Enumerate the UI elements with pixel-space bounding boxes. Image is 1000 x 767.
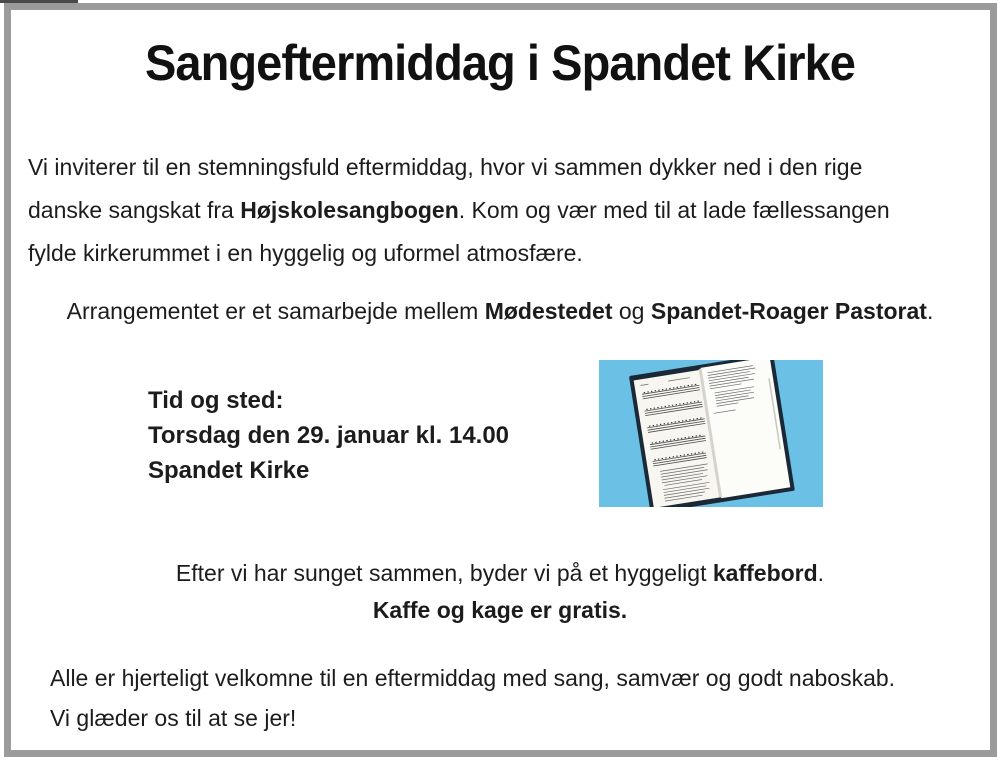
free-coffee-line: Kaffe og kage er gratis.: [372, 597, 628, 623]
coffee-line: [0, 558, 1000, 588]
closing-line-2: Vi glæder os til at se jer!: [50, 705, 297, 731]
schedule-location: Spandet Kirke: [148, 457, 310, 484]
coffee-bold: kaffebord: [712, 560, 818, 586]
songbook-illustration: [599, 360, 823, 507]
collab-post: .: [926, 298, 934, 324]
intro-line-2: [28, 189, 968, 232]
collab-mid: og: [612, 298, 651, 324]
collab-partner-1: Mødestedet: [484, 298, 613, 324]
songbook-name: Højskolesangbogen: [240, 197, 459, 223]
intro-line2-post: . Kom og vær med til at lade fællessangen: [458, 197, 890, 223]
coffee-post: .: [817, 560, 825, 586]
closing-paragraph: [50, 658, 895, 738]
page-title: Sangeftermiddag i Spandet Kirke: [145, 35, 855, 91]
intro-paragraph: [28, 146, 968, 275]
scan-edge-artifact: [0, 0, 78, 3]
intro-line-3: fylde kirkerummet i en hyggelig og uformel atmosfære.: [28, 240, 583, 266]
closing-line-1: Alle er hjerteligt velkomne til en eftermiddag med sang, samvær og godt naboskab.: [50, 665, 896, 691]
collab-partner-2: Spandet-Roager Pastorat: [650, 298, 927, 324]
collaboration-line: [0, 296, 1000, 326]
songbook-photo: [599, 360, 823, 507]
intro-line-1: Vi inviterer til en stemningsfuld eftermiddag, hvor vi sammen dykker ned i den rige: [28, 154, 863, 180]
schedule-heading: Tid og sted:: [148, 387, 284, 414]
coffee-pre: Efter vi har sunget sammen, byder vi på et hyggeligt: [175, 560, 713, 586]
schedule-datetime: Torsdag den 29. januar kl. 14.00: [148, 422, 510, 449]
intro-line2-pre: danske sangskat fra: [28, 197, 241, 223]
flyer-border: [4, 3, 997, 757]
schedule-block: [148, 383, 509, 488]
collab-pre: Arrangementet er et samarbejde mellem: [66, 298, 485, 324]
